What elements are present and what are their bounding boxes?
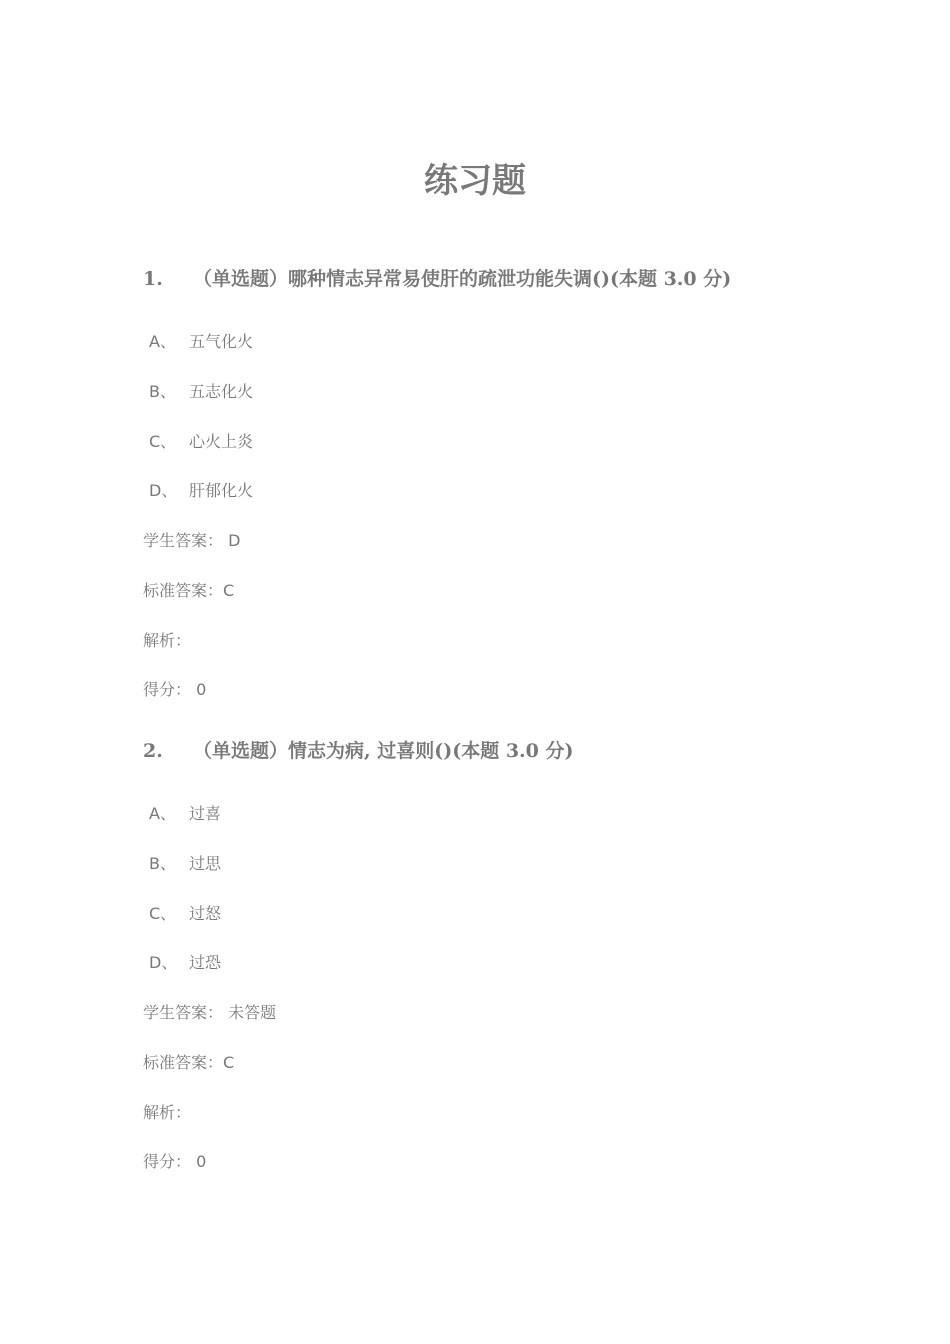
student-answer: 学生答案： 未答题 — [143, 1003, 277, 1022]
option-b — [149, 852, 221, 876]
option-d — [149, 951, 221, 975]
option-letter: C、 — [149, 432, 177, 451]
option-a — [149, 802, 221, 826]
option-text: 心火上炎 — [189, 432, 254, 451]
score: 得分： 0 — [143, 680, 207, 699]
standard-answer: 标准答案：C — [143, 1053, 235, 1072]
option-d — [149, 479, 253, 503]
analysis: 解析： — [143, 631, 192, 650]
question-number: 1. — [143, 268, 163, 290]
option-letter: D、 — [149, 953, 178, 972]
option-text: 过恐 — [189, 953, 222, 972]
option-text: 过怒 — [189, 904, 222, 923]
option-c — [149, 902, 221, 926]
option-text: 过喜 — [189, 804, 222, 823]
question-text: （单选题）情志为病, 过喜则()(本题 3.0 分) — [193, 740, 574, 762]
option-a — [149, 330, 253, 354]
score: 得分： 0 — [143, 1152, 207, 1171]
page-title: 练习题 — [424, 161, 526, 201]
option-letter: D、 — [149, 481, 178, 500]
option-letter: B、 — [149, 854, 176, 873]
option-letter: A、 — [149, 332, 176, 351]
option-letter: B、 — [149, 382, 176, 401]
option-text: 五志化火 — [189, 382, 254, 401]
option-text: 过思 — [189, 854, 222, 873]
option-letter: A、 — [149, 804, 176, 823]
question-text: （单选题）哪种情志异常易使肝的疏泄功能失调()(本题 3.0 分) — [193, 268, 732, 290]
standard-answer: 标准答案：C — [143, 581, 235, 600]
question-1-heading — [143, 265, 731, 293]
option-b — [149, 380, 253, 404]
question-2-heading — [143, 737, 573, 765]
option-text: 五气化火 — [189, 332, 254, 351]
option-c — [149, 430, 253, 454]
option-text: 肝郁化火 — [189, 481, 254, 500]
option-letter: C、 — [149, 904, 177, 923]
analysis: 解析： — [143, 1103, 192, 1122]
question-number: 2. — [143, 740, 163, 762]
student-answer: 学生答案： D — [143, 531, 241, 550]
